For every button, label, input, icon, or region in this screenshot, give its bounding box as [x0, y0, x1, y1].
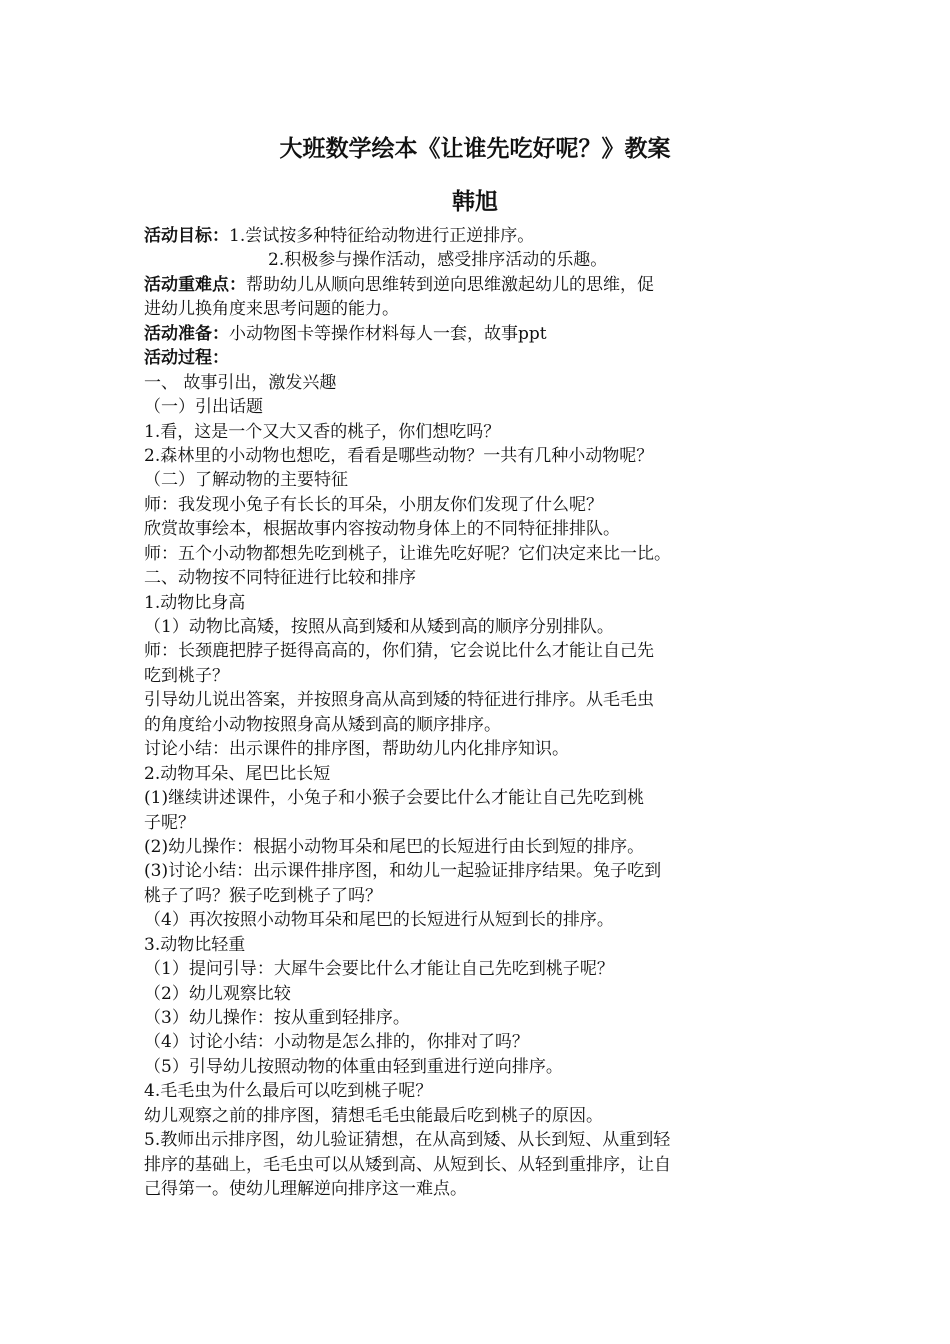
body-line: 的角度给小动物按照身高从矮到高的顺序排序。 [144, 714, 501, 735]
body-line: 吃到桃子？ [144, 665, 229, 686]
body-line: （二）了解动物的主要特征 [144, 470, 348, 491]
body-line: （一）引出话题 [144, 397, 263, 418]
body-line: 桃子了吗？猴子吃到桃子了吗？ [144, 885, 382, 906]
body-line: 己得第一。使幼儿理解逆向排序这一难点。 [144, 1179, 467, 1200]
body-line: 一、 故事引出，激发兴趣 [144, 372, 337, 393]
goal-item-2: 2.积极参与操作活动，感受排序活动的乐趣。 [268, 250, 608, 271]
body-line: （4）再次按照小动物耳朵和尾巴的长短进行从短到长的排序。 [144, 910, 614, 931]
prep-label: 活动准备： [144, 323, 229, 344]
body-line: （2）幼儿观察比较 [144, 983, 291, 1004]
body-line: （5）引导幼儿按照动物的体重由轻到重进行逆向排序。 [144, 1056, 563, 1077]
document-title: 大班数学绘本《让谁先吃好呢？》教案 [279, 136, 671, 162]
body-line: 2.动物耳朵、尾巴比长短 [144, 763, 331, 784]
body-line: 5.教师出示排序图，幼儿验证猜想，在从高到矮、从长到短、从重到轻 [144, 1130, 671, 1151]
body-line: 1.看，这是一个又大又香的桃子，你们想吃吗？ [144, 421, 501, 442]
document-author: 韩旭 [452, 189, 498, 215]
body-line: 幼儿观察之前的排序图，猜想毛毛虫能最后吃到桃子的原因。 [144, 1105, 603, 1126]
document-body [144, 224, 824, 1202]
key-line-1 [144, 273, 824, 297]
key-text-2: 进幼儿换角度来思考问题的能力。 [144, 299, 399, 320]
prep-line [144, 322, 824, 346]
body-line: 3.动物比轻重 [144, 934, 246, 955]
body-line: 讨论小结：出示课件的排序图，帮助幼儿内化排序知识。 [144, 739, 569, 760]
goal-label: 活动目标： [144, 226, 229, 246]
goal-line-1 [144, 224, 824, 248]
body-line: （1）动物比高矮，按照从高到矮和从矮到高的顺序分别排队。 [144, 617, 614, 637]
key-text-1: 帮助幼儿从顺向思维转到逆向思维激起幼儿的思维，促 [246, 274, 654, 295]
body-line: 师：我发现小兔子有长长的耳朵，小朋友你们发现了什么呢？ [144, 494, 603, 515]
body-line: （4）讨论小结：小动物是怎么排的，你排对了吗？ [144, 1032, 529, 1053]
body-line: 二、动物按不同特征进行比较和排序 [144, 568, 416, 589]
process-label: 活动过程： [144, 348, 229, 369]
body-line: (3)讨论小结：出示课件排序图，和幼儿一起验证排序结果。兔子吃到 [144, 861, 662, 882]
body-line: (1)继续讲述课件，小兔子和小猴子会要比什么才能让自己先吃到桃 [144, 788, 645, 809]
body-line: 排序的基础上，毛毛虫可以从矮到高、从短到长、从轻到重排序，让自 [144, 1154, 671, 1175]
body-line: (2)幼儿操作：根据小动物耳朵和尾巴的长短进行由长到短的排序。 [144, 836, 645, 857]
body-line: 欣赏故事绘本，根据故事内容按动物身体上的不同特征排排队。 [144, 519, 620, 540]
body-line: 子呢？ [144, 812, 195, 833]
body-line: 师：长颈鹿把脖子挺得高高的，你们猜，它会说比什么才能让自己先 [144, 641, 654, 662]
key-label: 活动重难点： [144, 274, 246, 295]
body-line: 引导幼儿说出答案，并按照身高从高到矮的特征进行排序。从毛毛虫 [144, 690, 654, 711]
body-line: 4.毛毛虫为什么最后可以吃到桃子呢？ [144, 1081, 433, 1102]
body-line: （1）提问引导：大犀牛会要比什么才能让自己先吃到桃子呢？ [144, 959, 614, 980]
body-line: （3）幼儿操作：按从重到轻排序。 [144, 1008, 410, 1028]
prep-text: 小动物图卡等操作材料每人一套，故事ppt [229, 323, 547, 344]
goal-item-1: 1.尝试按多种特征给动物进行正逆排序。 [229, 226, 535, 246]
body-line: 1.动物比身高 [144, 592, 246, 613]
body-line: 2.森林里的小动物也想吃，看看是哪些动物？一共有几种小动物呢？ [144, 445, 654, 466]
body-line: 师：五个小动物都想先吃到桃子，让谁先吃好呢？它们决定来比一比。 [144, 543, 671, 564]
